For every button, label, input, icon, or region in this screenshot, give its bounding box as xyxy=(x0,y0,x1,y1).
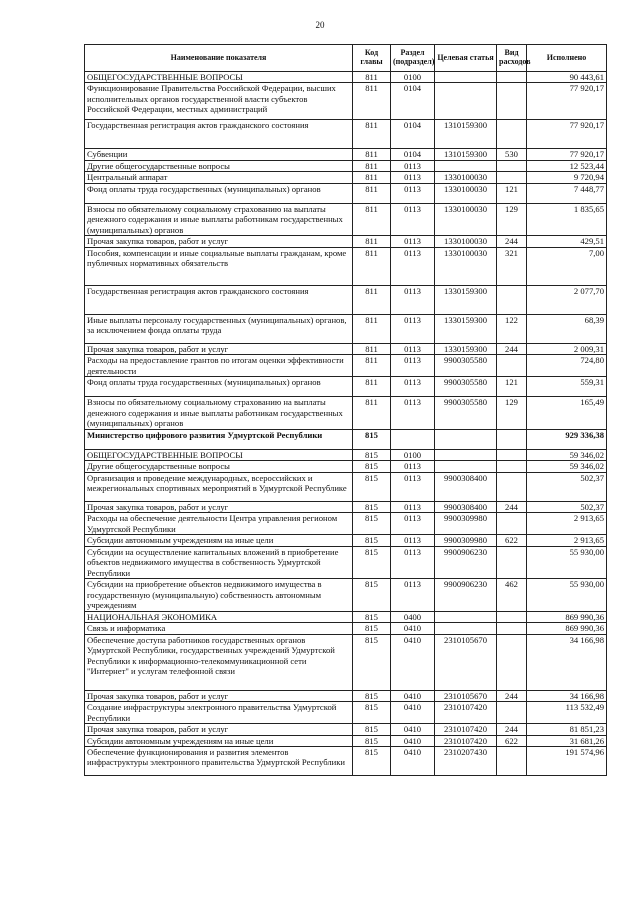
cell-chapter-code: 811 xyxy=(353,343,391,354)
cell-expense-type: 462 xyxy=(497,579,527,611)
cell-name: Прочая закупка товаров, работ и услуг xyxy=(85,343,353,354)
table-row xyxy=(85,611,607,622)
cell-executed: 77 920,17 xyxy=(527,83,607,120)
page-number: 20 xyxy=(315,20,325,30)
cell-target-item: 1330100030 xyxy=(435,183,497,203)
cell-target-item xyxy=(435,160,497,171)
cell-expense-type xyxy=(497,449,527,460)
budget-execution-table xyxy=(84,44,607,776)
header-expense-type: Вид расходов xyxy=(497,45,527,72)
cell-section-code: 0410 xyxy=(391,735,435,746)
cell-expense-type: 121 xyxy=(497,183,527,203)
cell-executed: 724,80 xyxy=(527,355,607,377)
cell-executed: 869 990,36 xyxy=(527,623,607,634)
cell-name: Государственная регистрация актов гражданского состояния xyxy=(85,285,353,314)
cell-chapter-code: 815 xyxy=(353,579,391,611)
cell-expense-type xyxy=(497,513,527,535)
cell-chapter-code: 811 xyxy=(353,183,391,203)
header-section-code: Раздел (подраздел) xyxy=(391,45,435,72)
cell-executed: 113 532,49 xyxy=(527,702,607,724)
table-row xyxy=(85,83,607,120)
cell-chapter-code: 815 xyxy=(353,461,391,472)
cell-chapter-code: 815 xyxy=(353,690,391,701)
cell-target-item: 2310105670 xyxy=(435,690,497,701)
cell-section-code: 0104 xyxy=(391,120,435,149)
cell-name: Иные выплаты персоналу государственных (муниципальных) органов, за исключением фонда оплаты труда xyxy=(85,314,353,343)
cell-executed: 2 913,65 xyxy=(527,513,607,535)
cell-target-item: 9900906230 xyxy=(435,579,497,611)
cell-target-item: 9900305580 xyxy=(435,377,497,397)
table-row xyxy=(85,746,607,775)
cell-executed: 55 930,00 xyxy=(527,546,607,578)
cell-name: Функционирование Правительства Российской Федерации, высших исполнительных органов государственной власти субъектов Российской Федерации, местных администраций xyxy=(85,83,353,120)
cell-expense-type: 622 xyxy=(497,735,527,746)
cell-section-code: 0410 xyxy=(391,702,435,724)
cell-name: Расходы на предоставление грантов по итогам оценки эффективности деятельности xyxy=(85,355,353,377)
cell-expense-type xyxy=(497,285,527,314)
table-row xyxy=(85,343,607,354)
table-row xyxy=(85,285,607,314)
cell-target-item xyxy=(435,429,497,449)
cell-executed: 55 930,00 xyxy=(527,579,607,611)
cell-chapter-code: 811 xyxy=(353,160,391,171)
cell-name: Министерство цифрового развития Удмуртской Республики xyxy=(85,429,353,449)
cell-target-item: 1330159300 xyxy=(435,285,497,314)
table-row xyxy=(85,724,607,735)
cell-chapter-code: 811 xyxy=(353,314,391,343)
cell-chapter-code: 815 xyxy=(353,623,391,634)
cell-executed: 2 913,65 xyxy=(527,535,607,546)
cell-section-code: 0113 xyxy=(391,535,435,546)
cell-executed: 429,51 xyxy=(527,236,607,247)
cell-name: Субвенции xyxy=(85,149,353,160)
cell-target-item xyxy=(435,83,497,120)
cell-chapter-code: 815 xyxy=(353,449,391,460)
cell-expense-type: 122 xyxy=(497,314,527,343)
cell-section-code: 0113 xyxy=(391,236,435,247)
table-row xyxy=(85,690,607,701)
cell-target-item: 1310159300 xyxy=(435,149,497,160)
table-row xyxy=(85,72,607,83)
cell-chapter-code: 815 xyxy=(353,429,391,449)
cell-section-code: 0410 xyxy=(391,746,435,775)
cell-chapter-code: 815 xyxy=(353,724,391,735)
cell-chapter-code: 811 xyxy=(353,377,391,397)
cell-expense-type xyxy=(497,623,527,634)
cell-name: Взносы по обязательному социальному страхованию на выплаты денежного содержания и иные выплаты работникам государственных (муниципальных) органов xyxy=(85,397,353,429)
cell-section-code: 0113 xyxy=(391,513,435,535)
cell-executed: 165,49 xyxy=(527,397,607,429)
cell-target-item: 2310207430 xyxy=(435,746,497,775)
cell-expense-type xyxy=(497,83,527,120)
cell-target-item: 1330100030 xyxy=(435,247,497,285)
cell-section-code: 0410 xyxy=(391,724,435,735)
cell-expense-type xyxy=(497,611,527,622)
table-row xyxy=(85,397,607,429)
cell-chapter-code: 811 xyxy=(353,120,391,149)
cell-executed: 34 166,98 xyxy=(527,690,607,701)
cell-target-item: 2310107420 xyxy=(435,702,497,724)
cell-section-code: 0113 xyxy=(391,314,435,343)
cell-target-item: 1330100030 xyxy=(435,203,497,235)
table-header-row xyxy=(85,45,607,72)
cell-name: Государственная регистрация актов гражданского состояния xyxy=(85,120,353,149)
cell-section-code: 0410 xyxy=(391,623,435,634)
cell-executed: 502,37 xyxy=(527,501,607,512)
cell-expense-type xyxy=(497,160,527,171)
cell-expense-type: 244 xyxy=(497,343,527,354)
cell-name: Пособия, компенсации и иные социальные выплаты гражданам, кроме публичных нормативных обязательств xyxy=(85,247,353,285)
table-row xyxy=(85,160,607,171)
cell-section-code: 0113 xyxy=(391,377,435,397)
cell-chapter-code: 811 xyxy=(353,355,391,377)
cell-name: Связь и информатика xyxy=(85,623,353,634)
cell-executed: 77 920,17 xyxy=(527,120,607,149)
cell-expense-type: 129 xyxy=(497,203,527,235)
cell-expense-type: 129 xyxy=(497,397,527,429)
cell-name: Субсидии на осуществление капитальных вложений в приобретение объектов недвижимого имущества в собственность Удмуртской Республики xyxy=(85,546,353,578)
header-target-item: Целевая статья xyxy=(435,45,497,72)
cell-expense-type: 530 xyxy=(497,149,527,160)
cell-name: Субсидии автономным учреждениям на иные цели xyxy=(85,735,353,746)
cell-expense-type: 321 xyxy=(497,247,527,285)
cell-target-item xyxy=(435,623,497,634)
cell-executed: 34 166,98 xyxy=(527,634,607,690)
table-row xyxy=(85,702,607,724)
cell-chapter-code: 811 xyxy=(353,247,391,285)
cell-target-item: 2310107420 xyxy=(435,724,497,735)
table-row xyxy=(85,172,607,183)
cell-executed: 929 336,38 xyxy=(527,429,607,449)
table-row xyxy=(85,535,607,546)
cell-expense-type xyxy=(497,546,527,578)
cell-expense-type xyxy=(497,461,527,472)
cell-chapter-code: 811 xyxy=(353,203,391,235)
cell-target-item: 1330159300 xyxy=(435,314,497,343)
cell-name: Центральный аппарат xyxy=(85,172,353,183)
cell-name: Организация и проведение международных, всероссийских и межрегиональных спортивных мероприятий в Удмуртской Республике xyxy=(85,472,353,501)
cell-chapter-code: 811 xyxy=(353,172,391,183)
cell-executed: 12 523,44 xyxy=(527,160,607,171)
cell-target-item: 1310159300 xyxy=(435,120,497,149)
cell-chapter-code: 815 xyxy=(353,472,391,501)
cell-chapter-code: 811 xyxy=(353,83,391,120)
cell-target-item: 2310107420 xyxy=(435,735,497,746)
table-row xyxy=(85,735,607,746)
cell-target-item: 1330100030 xyxy=(435,236,497,247)
cell-section-code: 0113 xyxy=(391,172,435,183)
cell-name: Фонд оплаты труда государственных (муниципальных) органов xyxy=(85,183,353,203)
cell-chapter-code: 815 xyxy=(353,735,391,746)
table-row xyxy=(85,579,607,611)
cell-section-code xyxy=(391,429,435,449)
cell-section-code: 0104 xyxy=(391,149,435,160)
cell-target-item: 9900305580 xyxy=(435,355,497,377)
table-row xyxy=(85,203,607,235)
cell-section-code: 0100 xyxy=(391,449,435,460)
table-row xyxy=(85,314,607,343)
cell-executed: 90 443,61 xyxy=(527,72,607,83)
table-row xyxy=(85,449,607,460)
cell-section-code: 0100 xyxy=(391,72,435,83)
cell-executed: 68,39 xyxy=(527,314,607,343)
cell-target-item: 1330100030 xyxy=(435,172,497,183)
cell-chapter-code: 811 xyxy=(353,397,391,429)
cell-target-item: 9900308400 xyxy=(435,501,497,512)
cell-expense-type xyxy=(497,355,527,377)
cell-section-code: 0410 xyxy=(391,634,435,690)
header-chapter-code: Код главы xyxy=(353,45,391,72)
cell-section-code: 0113 xyxy=(391,472,435,501)
cell-section-code: 0113 xyxy=(391,285,435,314)
cell-executed: 2 009,31 xyxy=(527,343,607,354)
table-row xyxy=(85,236,607,247)
table-row xyxy=(85,247,607,285)
table-row xyxy=(85,501,607,512)
cell-target-item: 2310105670 xyxy=(435,634,497,690)
cell-chapter-code: 815 xyxy=(353,513,391,535)
table-row xyxy=(85,634,607,690)
cell-executed: 869 990,36 xyxy=(527,611,607,622)
cell-executed: 77 920,17 xyxy=(527,149,607,160)
cell-name: Субсидии на приобретение объектов недвижимого имущества в государственную (муниципальную) собственность автономным учреждениям xyxy=(85,579,353,611)
cell-target-item: 9900305580 xyxy=(435,397,497,429)
cell-chapter-code: 811 xyxy=(353,72,391,83)
cell-section-code: 0113 xyxy=(391,397,435,429)
cell-name: Обеспечение доступа работников государственных органов Удмуртской Республики, государственных учреждений Удмуртской Республики к информационно-телекоммуникационной сети "Интернет" и услугам телефонной связи xyxy=(85,634,353,690)
cell-section-code: 0113 xyxy=(391,343,435,354)
cell-name: Прочая закупка товаров, работ и услуг xyxy=(85,690,353,701)
cell-chapter-code: 815 xyxy=(353,634,391,690)
cell-executed: 2 077,70 xyxy=(527,285,607,314)
cell-target-item xyxy=(435,72,497,83)
cell-name: Взносы по обязательному социальному страхованию на выплаты денежного содержания и иные выплаты работникам государственных (муниципальных) органов xyxy=(85,203,353,235)
cell-executed: 559,31 xyxy=(527,377,607,397)
table-row xyxy=(85,513,607,535)
cell-section-code: 0113 xyxy=(391,461,435,472)
cell-section-code: 0113 xyxy=(391,203,435,235)
cell-section-code: 0104 xyxy=(391,83,435,120)
cell-name: Прочая закупка товаров, работ и услуг xyxy=(85,501,353,512)
cell-executed: 81 851,23 xyxy=(527,724,607,735)
cell-chapter-code: 815 xyxy=(353,546,391,578)
cell-target-item: 9900309980 xyxy=(435,513,497,535)
cell-name: ОБЩЕГОСУДАРСТВЕННЫЕ ВОПРОСЫ xyxy=(85,449,353,460)
cell-name: Прочая закупка товаров, работ и услуг xyxy=(85,236,353,247)
table-row xyxy=(85,377,607,397)
cell-executed: 9 720,94 xyxy=(527,172,607,183)
cell-target-item: 9900309980 xyxy=(435,535,497,546)
table-row xyxy=(85,472,607,501)
cell-executed: 191 574,96 xyxy=(527,746,607,775)
cell-expense-type: 622 xyxy=(497,535,527,546)
cell-chapter-code: 811 xyxy=(353,236,391,247)
cell-chapter-code: 811 xyxy=(353,285,391,314)
header-executed: Исполнено xyxy=(527,45,607,72)
cell-name: Фонд оплаты труда государственных (муниципальных) органов xyxy=(85,377,353,397)
cell-target-item xyxy=(435,449,497,460)
table-row xyxy=(85,429,607,449)
cell-section-code: 0113 xyxy=(391,160,435,171)
cell-executed: 1 835,65 xyxy=(527,203,607,235)
cell-executed: 502,37 xyxy=(527,472,607,501)
cell-chapter-code: 811 xyxy=(353,149,391,160)
cell-executed: 7 448,77 xyxy=(527,183,607,203)
cell-expense-type: 244 xyxy=(497,501,527,512)
cell-expense-type xyxy=(497,429,527,449)
cell-target-item xyxy=(435,461,497,472)
cell-target-item: 9900906230 xyxy=(435,546,497,578)
cell-name: Другие общегосударственные вопросы xyxy=(85,461,353,472)
cell-executed: 31 681,26 xyxy=(527,735,607,746)
cell-expense-type xyxy=(497,746,527,775)
cell-name: Прочая закупка товаров, работ и услуг xyxy=(85,724,353,735)
header-name: Наименование показателя xyxy=(85,45,353,72)
cell-expense-type: 244 xyxy=(497,690,527,701)
cell-target-item xyxy=(435,611,497,622)
cell-expense-type: 244 xyxy=(497,236,527,247)
cell-expense-type xyxy=(497,472,527,501)
table-row xyxy=(85,623,607,634)
cell-expense-type xyxy=(497,120,527,149)
table-row xyxy=(85,546,607,578)
cell-section-code: 0400 xyxy=(391,611,435,622)
table-row xyxy=(85,149,607,160)
cell-executed: 59 346,02 xyxy=(527,461,607,472)
cell-name: Обеспечение функционирования и развития элементов инфраструктуры электронного правительства Удмуртской Республики xyxy=(85,746,353,775)
cell-section-code: 0113 xyxy=(391,579,435,611)
table-row xyxy=(85,120,607,149)
cell-section-code: 0113 xyxy=(391,247,435,285)
table-row xyxy=(85,355,607,377)
cell-expense-type xyxy=(497,172,527,183)
cell-section-code: 0113 xyxy=(391,355,435,377)
cell-chapter-code: 815 xyxy=(353,746,391,775)
cell-name: Создание инфраструктуры электронного правительства Удмуртской Республики xyxy=(85,702,353,724)
cell-chapter-code: 815 xyxy=(353,501,391,512)
cell-name: Расходы на обеспечение деятельности Центра управления регионом Удмуртской Республики xyxy=(85,513,353,535)
cell-expense-type: 121 xyxy=(497,377,527,397)
cell-target-item: 1330159300 xyxy=(435,343,497,354)
cell-expense-type xyxy=(497,634,527,690)
table-row xyxy=(85,183,607,203)
cell-executed: 59 346,02 xyxy=(527,449,607,460)
cell-expense-type xyxy=(497,702,527,724)
cell-name: ОБЩЕГОСУДАРСТВЕННЫЕ ВОПРОСЫ xyxy=(85,72,353,83)
table-body xyxy=(85,72,607,776)
cell-target-item: 9900308400 xyxy=(435,472,497,501)
cell-section-code: 0113 xyxy=(391,501,435,512)
cell-name: НАЦИОНАЛЬНАЯ ЭКОНОМИКА xyxy=(85,611,353,622)
cell-chapter-code: 815 xyxy=(353,702,391,724)
cell-chapter-code: 815 xyxy=(353,535,391,546)
cell-section-code: 0113 xyxy=(391,183,435,203)
table-row xyxy=(85,461,607,472)
cell-expense-type: 244 xyxy=(497,724,527,735)
cell-section-code: 0410 xyxy=(391,690,435,701)
cell-section-code: 0113 xyxy=(391,546,435,578)
cell-chapter-code: 815 xyxy=(353,611,391,622)
cell-expense-type xyxy=(497,72,527,83)
cell-name: Субсидии автономным учреждениям на иные цели xyxy=(85,535,353,546)
cell-name: Другие общегосударственные вопросы xyxy=(85,160,353,171)
cell-executed: 7,00 xyxy=(527,247,607,285)
